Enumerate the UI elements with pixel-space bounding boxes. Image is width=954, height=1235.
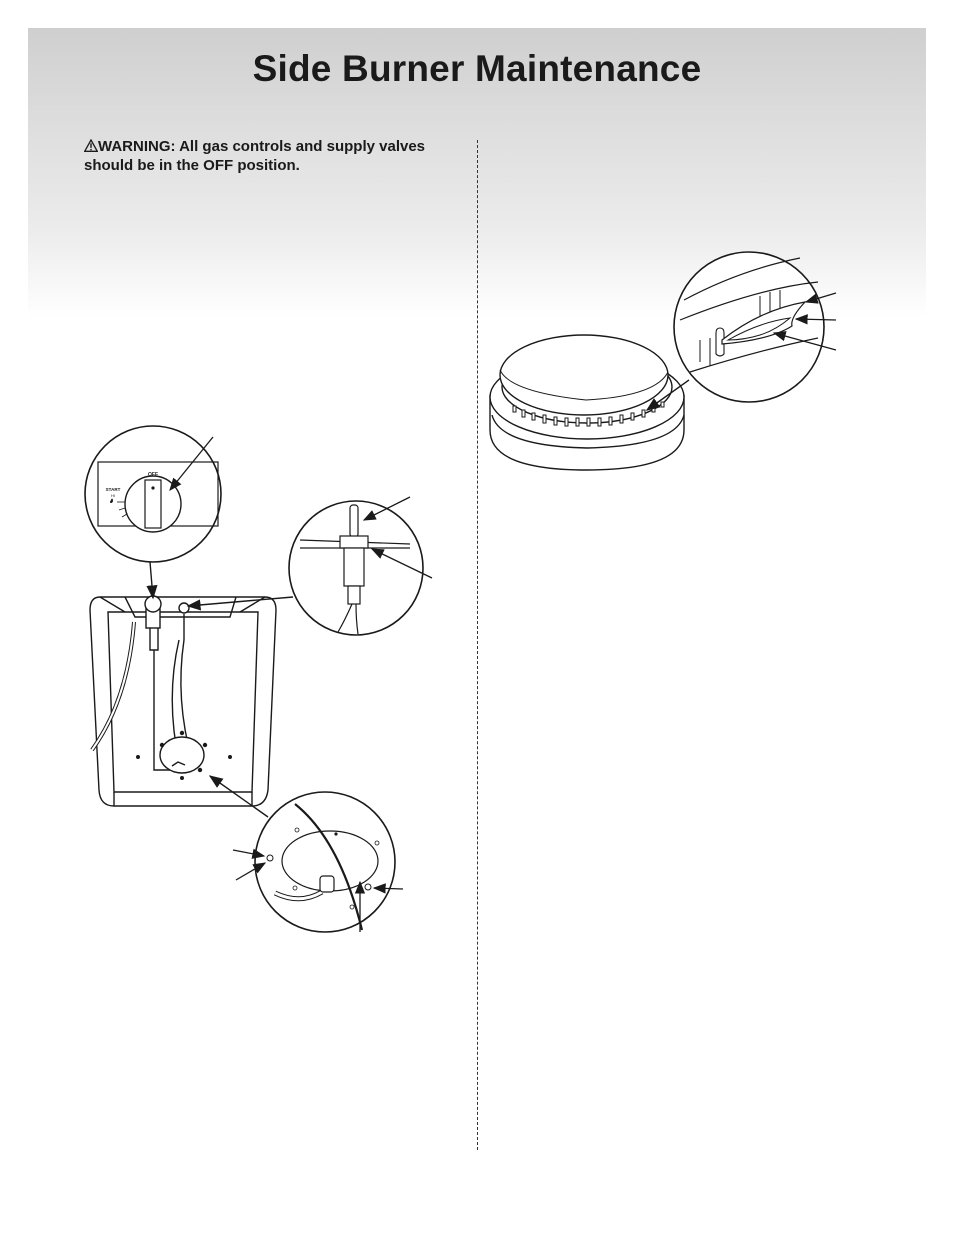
knob-off-label: OFF <box>148 472 158 478</box>
knob-start-label: START <box>105 487 121 492</box>
burner-head <box>490 335 684 470</box>
page-title: Side Burner Maintenance <box>252 48 702 89</box>
knob-hi-label: HI <box>111 493 115 498</box>
warning-text: WARNING: All gas controls and supply valves should be in the OFF position. <box>84 138 426 174</box>
